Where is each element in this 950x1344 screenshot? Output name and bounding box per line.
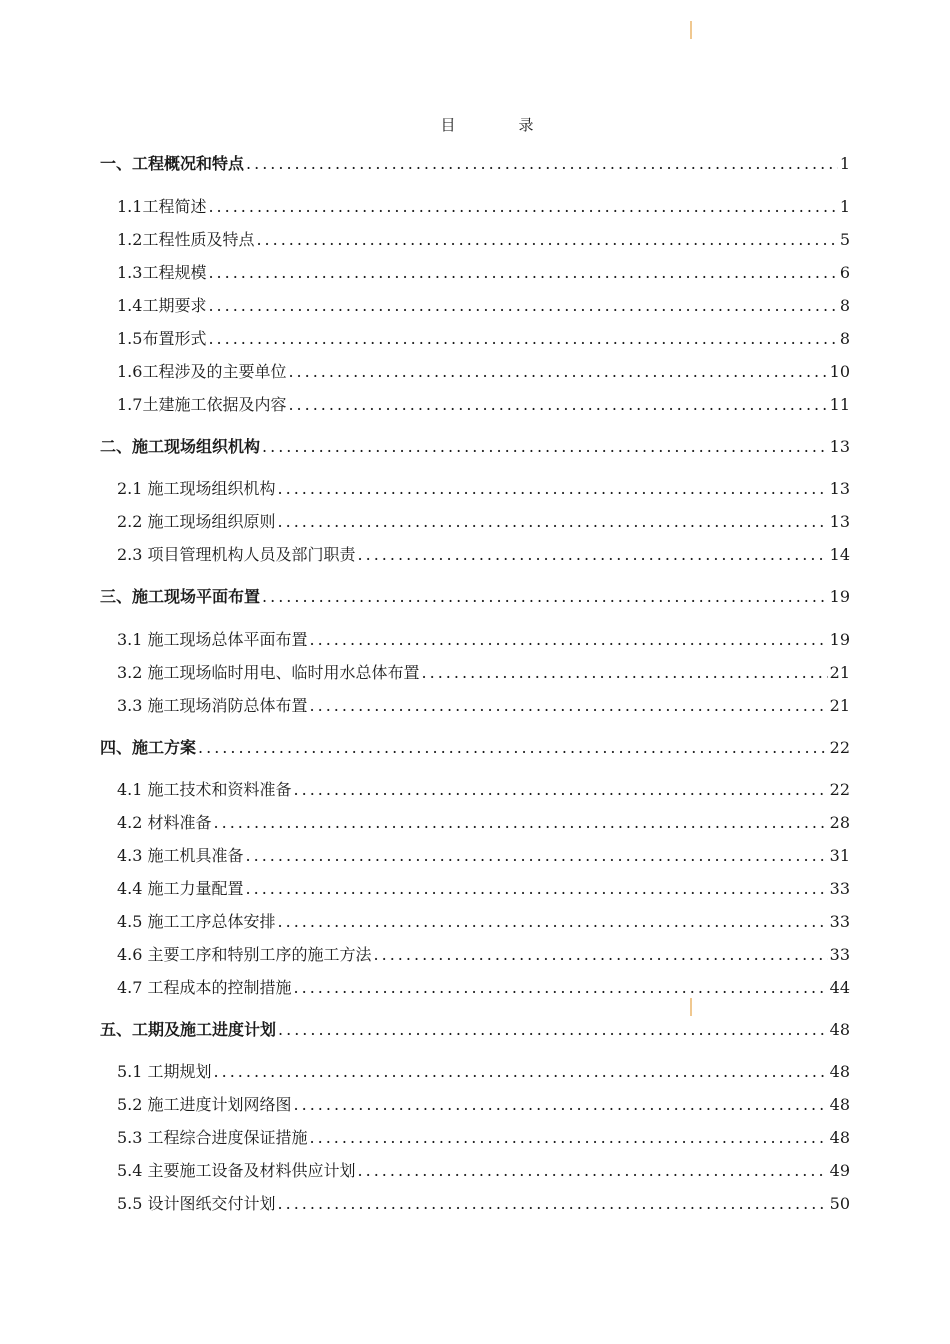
toc-entry-page-number: 48 bbox=[829, 1062, 850, 1081]
toc-section-entry[interactable] bbox=[117, 629, 850, 651]
toc-entry-page-number: 6 bbox=[839, 263, 850, 282]
toc-section-entry[interactable] bbox=[117, 196, 850, 218]
dot-leader bbox=[358, 1160, 828, 1182]
toc-entry-page-number: 13 bbox=[829, 437, 850, 456]
toc-entry-label: 五、工期及施工进度计划 bbox=[100, 1020, 277, 1039]
toc-entry-page-number: 21 bbox=[829, 696, 850, 715]
dot-leader bbox=[246, 878, 828, 900]
toc-section-entry[interactable] bbox=[117, 977, 850, 999]
toc-entry-page-number: 10 bbox=[829, 362, 850, 381]
toc-entry-label: 1.7土建施工依据及内容 bbox=[117, 395, 287, 414]
toc-section-entry[interactable] bbox=[117, 779, 850, 801]
toc-entry-page-number: 1 bbox=[839, 197, 850, 216]
toc-entry-page-number: 19 bbox=[829, 630, 850, 649]
toc-entry-label: 2.2 施工现场组织原则 bbox=[117, 512, 276, 531]
toc-entry-label: 5.1 工期规划 bbox=[117, 1062, 212, 1081]
toc-entry-label: 4.2 材料准备 bbox=[117, 813, 212, 832]
toc-entry-page-number: 11 bbox=[829, 395, 850, 414]
dot-leader bbox=[214, 812, 828, 834]
toc-title: 目 录 bbox=[440, 116, 558, 134]
dot-leader bbox=[288, 361, 827, 383]
toc-section-entry[interactable] bbox=[117, 295, 850, 317]
dot-leader bbox=[278, 511, 828, 533]
dot-leader bbox=[310, 1127, 828, 1149]
dot-leader bbox=[208, 196, 837, 218]
toc-section-entry[interactable] bbox=[117, 1127, 850, 1149]
toc-entry-page-number: 50 bbox=[829, 1194, 850, 1213]
dot-leader bbox=[278, 911, 828, 933]
toc-entry-label: 三、施工现场平面布置 bbox=[100, 587, 261, 606]
toc-section-entry[interactable] bbox=[117, 695, 850, 717]
toc-section-entry[interactable] bbox=[117, 1193, 850, 1215]
toc-entry-page-number: 48 bbox=[829, 1095, 850, 1114]
dot-leader bbox=[256, 229, 837, 251]
toc-entry-page-number: 8 bbox=[839, 296, 850, 315]
dot-leader bbox=[374, 944, 828, 966]
dot-leader bbox=[208, 328, 837, 350]
toc-section-entry[interactable] bbox=[117, 511, 850, 533]
toc-chapter-entry[interactable] bbox=[100, 1019, 850, 1041]
toc-entry-page-number: 13 bbox=[829, 512, 850, 531]
toc-chapter-entry[interactable] bbox=[100, 737, 850, 759]
dot-leader bbox=[278, 1193, 828, 1215]
toc-entry-page-number: 22 bbox=[829, 780, 850, 799]
toc-entry-label: 4.1 施工技术和资料准备 bbox=[117, 780, 292, 799]
dot-leader bbox=[310, 695, 828, 717]
toc-entry-label: 4.6 主要工序和特别工序的施工方法 bbox=[117, 945, 372, 964]
dot-leader bbox=[246, 845, 828, 867]
toc-entry-page-number: 13 bbox=[829, 479, 850, 498]
toc-entry-page-number: 21 bbox=[829, 663, 850, 682]
toc-entry-label: 5.4 主要施工设备及材料供应计划 bbox=[117, 1161, 356, 1180]
toc-section-entry[interactable] bbox=[117, 478, 850, 500]
dot-leader bbox=[198, 737, 828, 759]
dot-leader bbox=[208, 295, 837, 317]
dot-leader bbox=[294, 779, 828, 801]
toc-section-entry[interactable] bbox=[117, 1160, 850, 1182]
toc-entry-label: 1.6工程涉及的主要单位 bbox=[117, 362, 287, 381]
dot-leader bbox=[208, 262, 837, 284]
toc-chapter-entry[interactable] bbox=[100, 436, 850, 458]
dot-leader bbox=[214, 1061, 828, 1083]
toc-section-entry[interactable] bbox=[117, 1061, 850, 1083]
toc-entry-label: 1.2工程性质及特点 bbox=[117, 230, 255, 249]
toc-section-entry[interactable] bbox=[117, 544, 850, 566]
dot-leader bbox=[262, 436, 828, 458]
dot-leader bbox=[288, 394, 827, 416]
toc-entry-label: 4.7 工程成本的控制措施 bbox=[117, 978, 292, 997]
dot-leader bbox=[422, 662, 828, 684]
toc-entry-label: 四、施工方案 bbox=[100, 738, 197, 757]
dot-leader bbox=[278, 478, 828, 500]
toc-entry-page-number: 48 bbox=[829, 1128, 850, 1147]
toc-entry-label: 4.3 施工机具准备 bbox=[117, 846, 244, 865]
toc-entry-label: 3.3 施工现场消防总体布置 bbox=[117, 696, 308, 715]
toc-entry-page-number: 8 bbox=[839, 329, 850, 348]
toc-entry-page-number: 33 bbox=[829, 912, 850, 931]
dot-leader bbox=[358, 544, 828, 566]
dot-leader bbox=[278, 1019, 828, 1041]
toc-entry-label: 3.2 施工现场临时用电、临时用水总体布置 bbox=[117, 663, 420, 682]
toc-entry-label: 5.2 施工进度计划网络图 bbox=[117, 1095, 292, 1114]
toc-section-entry[interactable] bbox=[117, 878, 850, 900]
margin-marker bbox=[690, 998, 692, 1016]
toc-section-entry[interactable] bbox=[117, 394, 850, 416]
toc-entry-label: 4.4 施工力量配置 bbox=[117, 879, 244, 898]
toc-section-entry[interactable] bbox=[117, 1094, 850, 1116]
toc-entry-page-number: 33 bbox=[829, 879, 850, 898]
margin-marker bbox=[690, 21, 692, 39]
toc-section-entry[interactable] bbox=[117, 944, 850, 966]
dot-leader bbox=[246, 153, 838, 175]
toc-chapter-entry[interactable] bbox=[100, 153, 850, 175]
toc-entry-page-number: 1 bbox=[839, 154, 850, 173]
toc-section-entry[interactable] bbox=[117, 812, 850, 834]
toc-entry-label: 1.4工期要求 bbox=[117, 296, 207, 315]
toc-entry-page-number: 5 bbox=[839, 230, 850, 249]
toc-section-entry[interactable] bbox=[117, 328, 850, 350]
toc-entry-page-number: 31 bbox=[829, 846, 850, 865]
toc-entry-page-number: 19 bbox=[829, 587, 850, 606]
toc-entry-label: 2.1 施工现场组织机构 bbox=[117, 479, 276, 498]
toc-section-entry[interactable] bbox=[117, 361, 850, 383]
dot-leader bbox=[262, 586, 828, 608]
toc-entry-page-number: 28 bbox=[829, 813, 850, 832]
toc-entry-label: 1.5布置形式 bbox=[117, 329, 207, 348]
toc-entry-label: 5.3 工程综合进度保证措施 bbox=[117, 1128, 308, 1147]
toc-entry-label: 5.5 设计图纸交付计划 bbox=[117, 1194, 276, 1213]
dot-leader bbox=[294, 977, 828, 999]
toc-section-entry[interactable] bbox=[117, 229, 850, 251]
toc-entry-page-number: 33 bbox=[829, 945, 850, 964]
toc-entry-page-number: 49 bbox=[829, 1161, 850, 1180]
toc-section-entry[interactable] bbox=[117, 911, 850, 933]
toc-entry-label: 1.1工程简述 bbox=[117, 197, 207, 216]
toc-entry-page-number: 14 bbox=[829, 545, 850, 564]
toc-entry-label: 1.3工程规模 bbox=[117, 263, 207, 282]
toc-entry-label: 2.3 项目管理机构人员及部门职责 bbox=[117, 545, 356, 564]
dot-leader bbox=[310, 629, 828, 651]
toc-section-entry[interactable] bbox=[117, 262, 850, 284]
toc-entry-label: 3.1 施工现场总体平面布置 bbox=[117, 630, 308, 649]
toc-entry-page-number: 48 bbox=[829, 1020, 850, 1039]
toc-entry-page-number: 22 bbox=[829, 738, 850, 757]
toc-entry-label: 4.5 施工工序总体安排 bbox=[117, 912, 276, 931]
toc-entry-label: 一、工程概况和特点 bbox=[100, 154, 245, 173]
dot-leader bbox=[294, 1094, 828, 1116]
toc-chapter-entry[interactable] bbox=[100, 586, 850, 608]
toc-entry-label: 二、施工现场组织机构 bbox=[100, 437, 261, 456]
toc-section-entry[interactable] bbox=[117, 845, 850, 867]
toc-section-entry[interactable] bbox=[117, 662, 850, 684]
toc-entry-page-number: 44 bbox=[829, 978, 850, 997]
